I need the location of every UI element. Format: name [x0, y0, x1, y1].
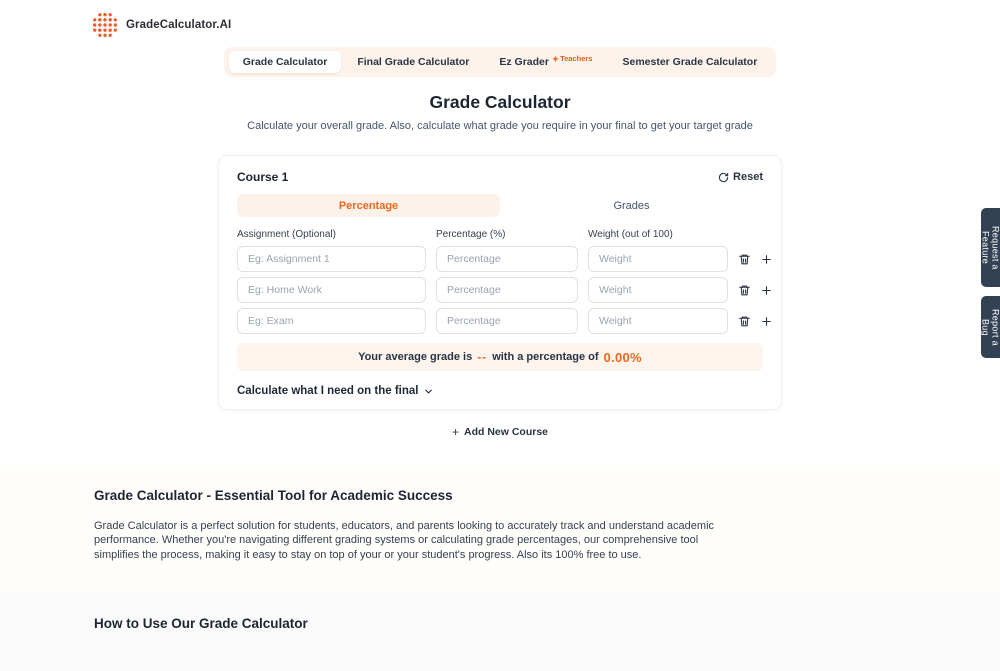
result-text-before: Your average grade is: [358, 351, 473, 363]
section-essential-tool: [0, 465, 1000, 592]
tab-label: Grade Calculator: [242, 56, 328, 68]
percentage-input[interactable]: [436, 308, 578, 334]
plus-icon: +: [451, 425, 459, 439]
section-paragraph: Grade Calculator is a perfect solution for students, educators, and parents looking to accurately track and understand academic performance. Whether you're navigating different grading systems or calculating grade percentages, our comprehensive tool simplifies the process, making it easy to stay on top of your or your student's progress. Also its 100% free to use.: [94, 520, 715, 561]
tab-semester-grade-calculator[interactable]: [608, 51, 771, 73]
site-header: [0, 0, 1000, 38]
column-labels: [237, 229, 763, 240]
section-how-to-use: [0, 592, 1000, 671]
tab-grade-calculator[interactable]: [229, 51, 342, 73]
result-text-middle: with a percentage of: [492, 351, 599, 363]
row-actions: [738, 253, 773, 266]
plus-icon: [760, 315, 773, 328]
delete-row-button[interactable]: [738, 284, 751, 297]
sparkle-icon: ✦: [551, 54, 560, 64]
row-actions: [738, 284, 773, 297]
assignment-name-input[interactable]: [237, 277, 426, 303]
brand-name: GradeCalculator.AI: [126, 19, 232, 31]
average-percentage-value: 0.00%: [603, 349, 642, 365]
final-grade-expander[interactable]: [237, 385, 434, 397]
course-card-header: [237, 170, 763, 184]
request-feature-button[interactable]: Request a Feature: [981, 208, 1000, 287]
reset-icon: [718, 172, 729, 183]
course-card: [218, 155, 782, 410]
mode-toggle: [237, 194, 763, 217]
final-grade-expander-label: Calculate what I need on the final: [237, 385, 419, 397]
tab-label: Final Grade Calculator: [357, 56, 470, 68]
trash-icon: [738, 253, 751, 266]
report-bug-button[interactable]: Report a Bug: [981, 296, 1000, 358]
plus-icon: [760, 284, 773, 297]
add-new-course-button[interactable]: [452, 425, 548, 439]
reset-button[interactable]: [718, 171, 763, 183]
toggle-grades[interactable]: Grades: [613, 199, 650, 212]
column-label-percentage: Percentage (%): [436, 229, 506, 240]
toggle-percentage[interactable]: Percentage: [237, 194, 500, 217]
add-row-button[interactable]: [760, 315, 773, 328]
tab-label: Semester Grade Calculator: [622, 56, 758, 68]
add-row-button[interactable]: [760, 284, 773, 297]
nav-wrap: [0, 47, 1000, 77]
section-heading: How to Use Our Grade Calculator: [94, 615, 308, 631]
column-label-weight: Weight (out of 100): [588, 229, 673, 240]
assignment-name-input[interactable]: [237, 308, 426, 334]
percentage-input[interactable]: [436, 277, 578, 303]
course-title: Course 1: [237, 170, 289, 184]
calculator-tab-bar: [224, 47, 777, 77]
delete-row-button[interactable]: [738, 315, 751, 328]
weight-input[interactable]: [588, 308, 728, 334]
brand-logo-icon: [92, 12, 118, 38]
percentage-input[interactable]: [436, 246, 578, 272]
assignment-row: [237, 277, 763, 303]
trash-icon: [738, 284, 751, 297]
tab-ez-grader[interactable]: [485, 51, 606, 73]
teachers-badge: [552, 54, 593, 65]
assignment-name-input[interactable]: [237, 246, 426, 272]
average-grade-banner: [237, 343, 763, 371]
tab-label: Ez Grader: [499, 56, 549, 68]
chevron-down-icon: [423, 386, 434, 397]
page-title: Grade Calculator: [429, 92, 571, 112]
add-course-wrap: [0, 425, 1000, 439]
delete-row-button[interactable]: [738, 253, 751, 266]
assignment-row: [237, 308, 763, 334]
weight-input[interactable]: [588, 277, 728, 303]
add-new-course-label: Add New Course: [464, 426, 549, 438]
reset-label: Reset: [733, 171, 763, 183]
section-heading: Grade Calculator - Essential Tool for Academic Success: [94, 488, 453, 503]
column-label-assignment: Assignment (Optional): [237, 229, 336, 240]
average-grade-value: --: [477, 350, 488, 364]
assignment-row: [237, 246, 763, 272]
teachers-badge-label: Teachers: [560, 54, 593, 63]
page-subtitle: Calculate your overall grade. Also, calculate what grade you require in your final to get your target grade: [247, 120, 753, 132]
tab-final-grade-calculator[interactable]: [343, 51, 483, 73]
add-row-button[interactable]: [760, 253, 773, 266]
weight-input[interactable]: [588, 246, 728, 272]
row-actions: [738, 315, 773, 328]
trash-icon: [738, 315, 751, 328]
plus-icon: [760, 253, 773, 266]
